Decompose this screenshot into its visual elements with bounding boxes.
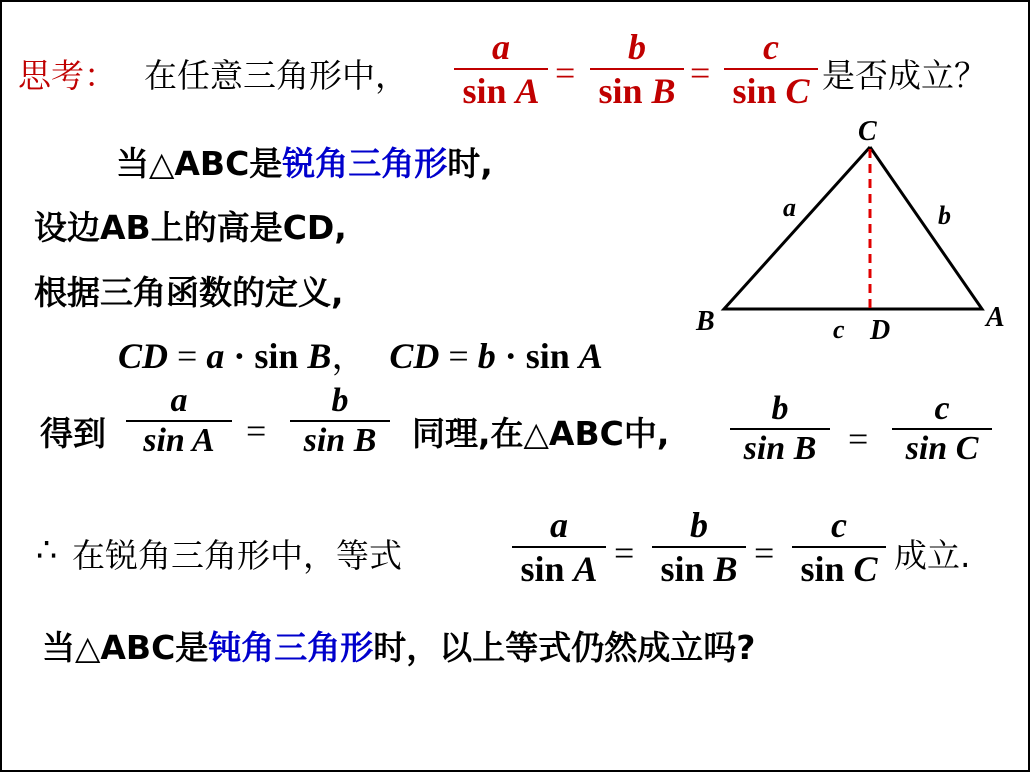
case2-highlight: 钝角三角形 [208,628,374,667]
title-frac-c-var: C [785,71,810,111]
conc-frac-a-var: A [573,549,598,589]
result-frac2-den: sin B [303,422,377,459]
title-frac-a-fn: sin [462,71,507,111]
conclusion-therefore: ∴ [36,530,57,569]
cd-op-2: = [439,336,478,376]
result-frac3-den: sin B [743,430,817,467]
conclusion-suffix: 成立. [894,536,971,575]
vertex-label-b: B [696,306,715,337]
title-frac-b-fn: sin [598,71,643,111]
side-label-a: a [783,193,796,222]
conc-frac-c-fn: sin [800,549,845,589]
case2-post: 时，以上等式仍然成立吗? [373,628,756,667]
conclusion-text: 在锐角三角形中，等式 [72,536,402,575]
result-frac1-num: a [170,382,188,419]
cd-lhs-2: CD [389,336,440,376]
title-frac-a-var: A [515,71,540,111]
conc-frac-c-num: c [831,505,847,545]
definition-line: 根据三角函数的定义, [34,273,344,312]
result-frac1-den: sin A [143,422,215,459]
case1-highlight: 锐角三角形 [282,144,448,183]
title-frac-c-num: c [763,27,779,67]
result-frac4-den: sin C [905,430,979,467]
result-equals-1: = [246,411,267,451]
cd-lhs-1: CD [118,336,169,376]
conc-frac-b-num: b [690,505,708,545]
side-label-c: c [833,315,845,344]
case2-pre: 当△ABC是 [42,628,209,667]
conclusion-equals-2: = [754,533,775,573]
conclusion-equals-1: = [614,533,635,573]
conc-frac-c-var: C [853,549,878,589]
conc-frac-b-var: B [713,549,738,589]
title-frac-c-fn: sin [732,71,777,111]
title-frac-b-num: b [628,27,646,67]
result-frac3-num: b [771,390,789,427]
cd-ang-a: A [578,336,603,376]
case1-pre: 当△ABC是 [116,144,283,183]
foot-label-d: D [870,315,891,346]
title-lead: 在任意三角形中， [144,56,408,95]
conc-frac-a-fn: sin [520,549,565,589]
result-mid: 同理,在△ABC中, [412,414,670,453]
title-suffix: 是否成立？ [822,56,987,95]
vertex-label-a: A [986,302,1005,333]
side-label-b: b [938,201,951,230]
cd-op-1: = [168,336,207,376]
result-equals-2: = [848,419,869,459]
title-frac-b-var: B [651,71,676,111]
title-equals-1: = [555,53,576,93]
title-equals-2: = [690,53,711,93]
conc-frac-b-fn: sin [660,549,705,589]
cd-var-a: a [206,336,225,376]
title-prefix: 思考： [18,56,117,95]
title-frac-a-num: a [492,27,510,67]
result-frac2-num: b [331,382,349,419]
triangle-diagram [2,2,1028,770]
cd-var-b: b [477,336,496,376]
result-frac4-num: c [934,390,950,427]
cd-dot-2: · sin [495,336,579,376]
cd-ang-b: B [307,336,332,376]
cd-dot-1: · sin [224,336,308,376]
cd-sep: ， [331,336,368,377]
conc-frac-a-num: a [550,505,568,545]
vertex-label-c: C [858,116,877,147]
case1-post: 时, [447,144,493,183]
altitude-line: 设边AB上的高是CD, [34,208,347,247]
result-label: 得到 [40,414,106,453]
